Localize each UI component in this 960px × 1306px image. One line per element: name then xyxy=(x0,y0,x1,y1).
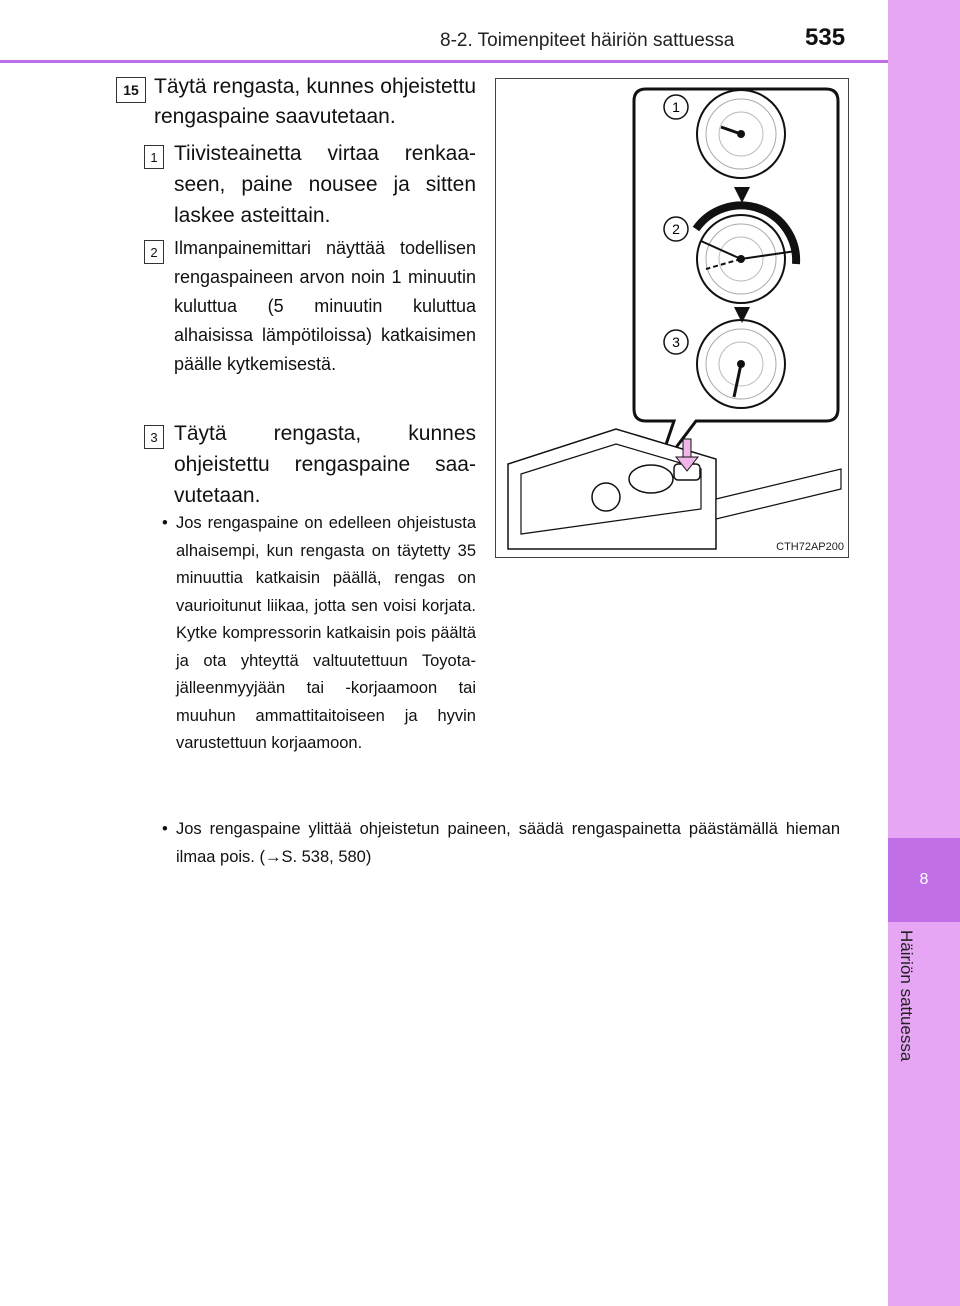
substep-3-text: Täytä rengasta, kunnes ohjeistettu rengaspaine saavutetaan. xyxy=(174,422,476,507)
figure-code: CTH72AP200 xyxy=(776,541,844,553)
svg-text:1: 1 xyxy=(672,99,680,115)
svg-text:2: 2 xyxy=(672,221,680,237)
substep-2-badge: 2 xyxy=(144,240,164,264)
bullet-text: Jos rengaspaine on edelleen ohjeistusta alhaisempi, kun rengasta on täytetty 35 minuuttia katkaisin päällä, rengas on vaurioitunut liikaa, jotta sen voisi korjata. Kytke kompressorin katkaisin pois päältä ja ota yhteyttä valtuutettuun Toyota-jälleenmyyjään tai -korjaamoon tai muuhun ammattitaitoiseen ja hyvin varustettuun korjaamoon. xyxy=(176,514,476,752)
step-text: Täytä rengasta, kunnes ohjeistettu rengaspaine saavutetaan. xyxy=(154,75,476,128)
substep-1-badge: 1 xyxy=(144,145,164,169)
compressor-body xyxy=(508,429,841,549)
header-rule xyxy=(0,60,888,63)
bullet-item xyxy=(162,816,840,871)
substep-1-text: Tiivisteainetta virtaa renkaaseen, paine nousee ja sitten laskee asteittain. xyxy=(174,142,476,227)
gauge-1-icon xyxy=(697,90,785,178)
bullet-text: Jos rengaspaine ylittää ohjeistetun paineen, säädä rengaspainetta päästämällä hieman ilmaa pois. (→S. 538, 580) xyxy=(176,820,840,866)
callout-3 xyxy=(664,330,688,354)
compressor-dial-icon xyxy=(592,483,620,511)
chapter-label: Häiriön sattuessa xyxy=(897,930,916,1062)
page-number: 535 xyxy=(805,24,846,51)
svg-text:3: 3 xyxy=(672,334,680,350)
chapter-sidebar xyxy=(888,0,960,1306)
section-title: 8-2. Toimenpiteet häiriön sattuessa xyxy=(440,30,735,51)
chapter-number: 8 xyxy=(919,871,929,888)
bullet-dot: • xyxy=(162,514,168,532)
callout-2 xyxy=(664,217,688,241)
bullet-item xyxy=(162,510,476,758)
chapter-number-tab xyxy=(888,838,960,922)
compressor-gauge-figure xyxy=(495,78,849,558)
substep-3-badge: 3 xyxy=(144,425,164,449)
gauge-3-icon xyxy=(697,320,785,408)
step-number-badge: 15 xyxy=(116,77,146,103)
callout-1 xyxy=(664,95,688,119)
substep-2-text: Ilmanpainemittari näyttää todellisen rengaspaineen arvon noin 1 minuutin kuluttua (5 minuutin kuluttua alhaisissa lämpötiloissa) katkaisimen päälle kytkemisestä. xyxy=(174,238,476,374)
compressor-illustration xyxy=(496,79,848,557)
bullet-dot: • xyxy=(162,820,168,838)
